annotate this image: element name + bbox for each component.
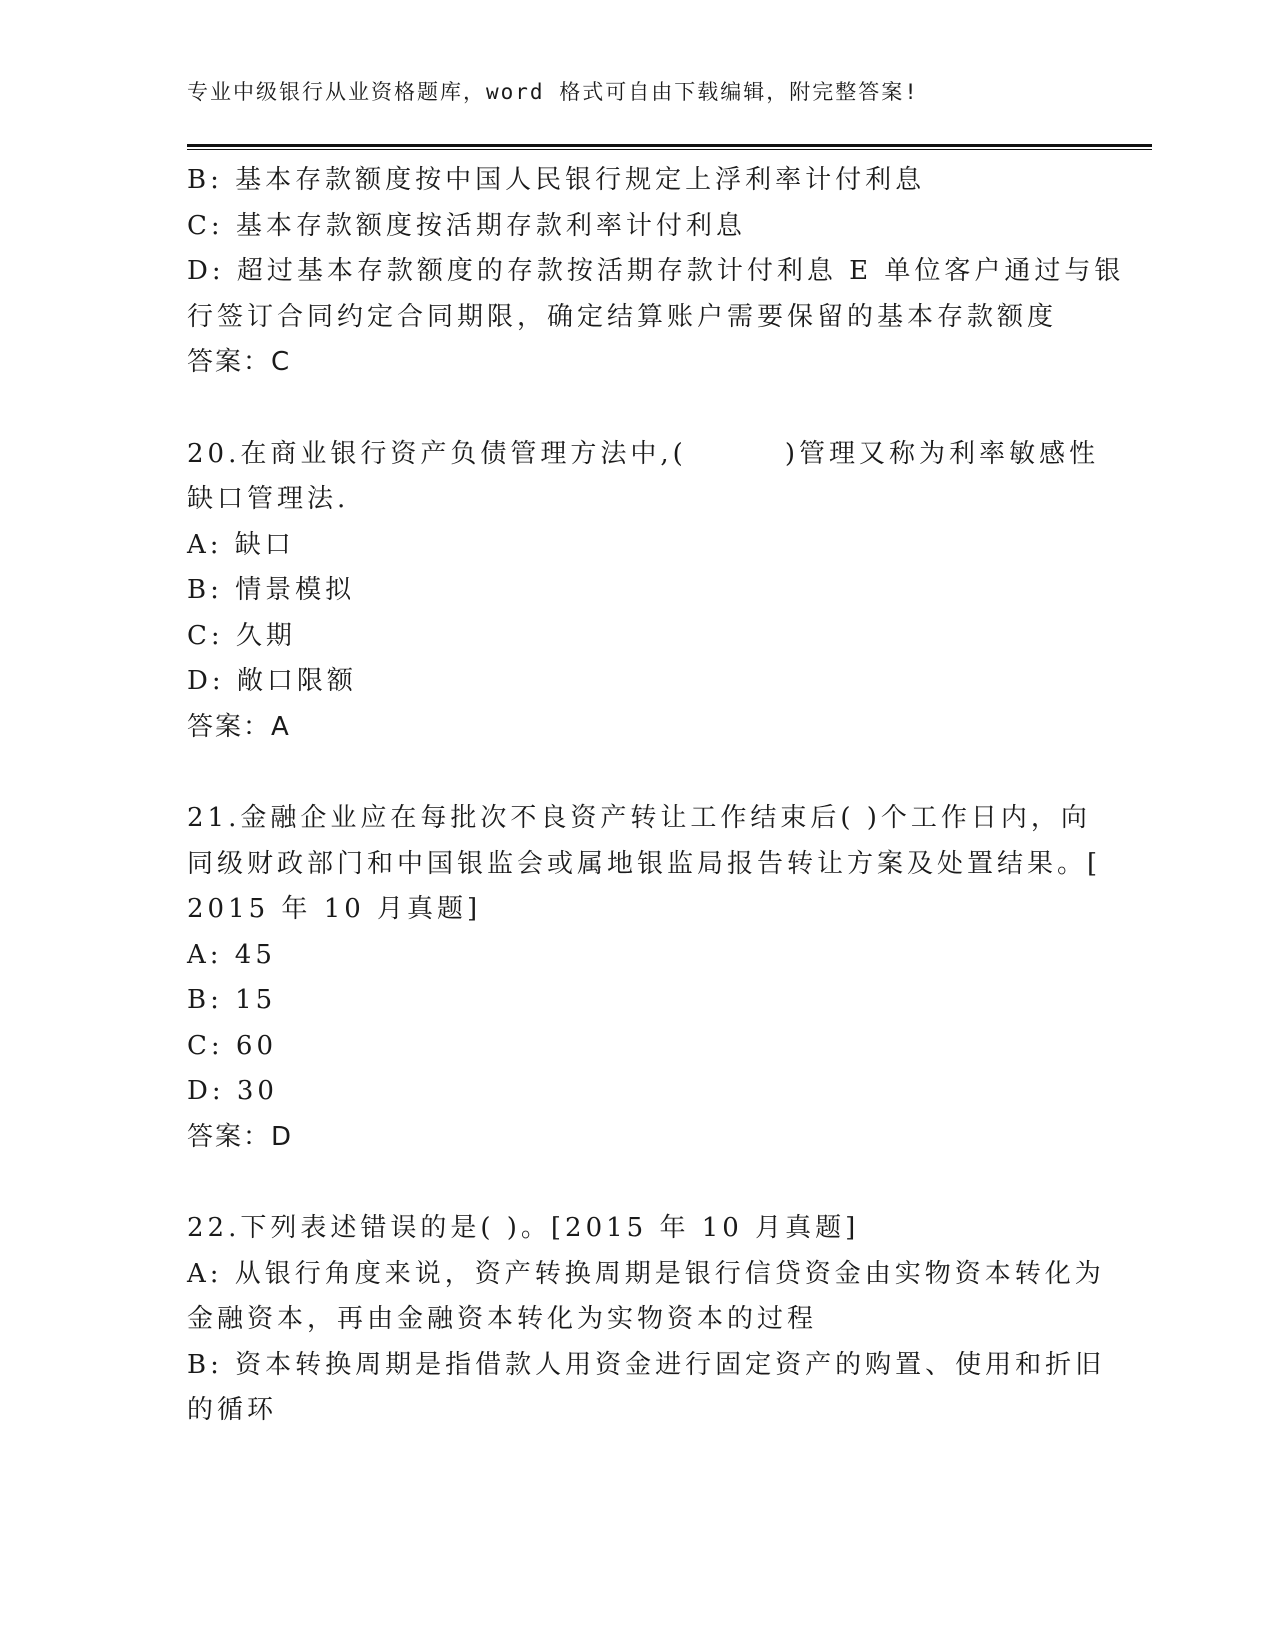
q19-option-d-line2: 行签订合同约定合同期限，确定结算账户需要保留的基本存款额度 [187, 301, 1058, 332]
q21-option-d: D: 30 [187, 1076, 278, 1106]
q20-answer: 答案：A [187, 711, 291, 742]
q19-option-d-line1: D: 超过基本存款额度的存款按活期存款计付利息 E 单位客户通过与银 [187, 256, 1125, 286]
q19-option-b: B: 基本存款额度按中国人民银行规定上浮利率计付利息 [187, 165, 926, 195]
q19-answer: 答案：C [187, 347, 292, 377]
question-content [187, 158, 1125, 1434]
q21-option-c: C: 60 [187, 1030, 278, 1061]
q21-option-b: B: 15 [187, 985, 277, 1015]
q20-stem-line2: 缺口管理法. [187, 484, 350, 514]
q21-stem-line3: 2015 年 10 月真题] [187, 894, 482, 924]
q22-option-a-line2: 金融资本，再由金融资本转化为实物资本的过程 [187, 1304, 818, 1334]
question-21 [187, 796, 1102, 1160]
question-spacer [187, 386, 1087, 432]
q21-option-a: A: 45 [187, 939, 276, 970]
q19-option-c: C: 基本存款额度按活期存款利率计付利息 [187, 210, 746, 241]
question-spacer [187, 1160, 1087, 1206]
q20-option-c: C: 久期 [187, 620, 296, 651]
q21-stem-line1: 21.金融企业应在每批次不良资产转让工作结束后( )个工作日内，向 [187, 803, 1091, 833]
q22-option-b-line2: 的循环 [187, 1395, 278, 1425]
q22-stem-line1: 22.下列表述错误的是( )。[2015 年 10 月真题] [187, 1213, 860, 1243]
q22-option-b-line1: B: 资本转换周期是指借款人用资金进行固定资产的购置、使用和折旧 [187, 1349, 1106, 1380]
q20-option-b: B: 情景模拟 [187, 575, 356, 605]
q21-answer: 答案：D [187, 1121, 294, 1152]
question-20 [187, 432, 1100, 751]
question-22 [187, 1206, 1106, 1434]
q21-stem-line2: 同级财政部门和中国银监会或属地银监局报告转让方案及处置结果。[ [187, 848, 1102, 879]
header-divider-thick [187, 144, 1152, 147]
page-header: 专业中级银行从业资格题库，word 格式可自由下载编辑，附完整答案! [187, 80, 919, 104]
q20-option-a: A: 缺口 [187, 529, 295, 560]
q20-option-d: D: 敞口限额 [187, 666, 357, 696]
question-19 [187, 158, 1125, 386]
q20-stem-line1: 20.在商业银行资产负债管理方法中,( )管理又称为利率敏感性 [187, 438, 1100, 469]
question-spacer [187, 750, 1087, 796]
q22-option-a-line1: A: 从银行角度来说，资产转换周期是银行信贷资金由实物资本转化为 [187, 1258, 1105, 1289]
header-divider-thin [187, 149, 1152, 150]
